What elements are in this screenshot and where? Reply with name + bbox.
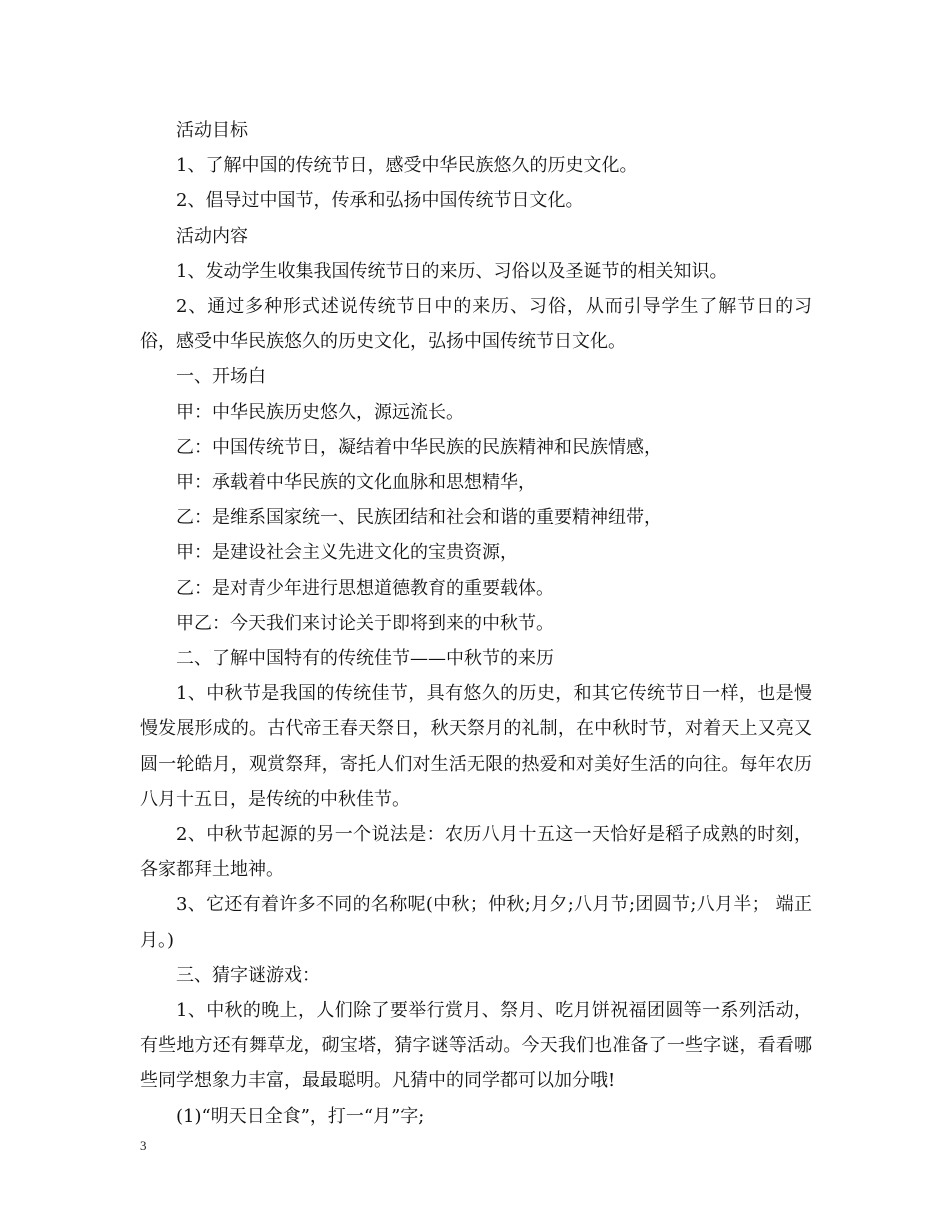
document-body [140, 113, 812, 1134]
content-item-1: 1、发动学生收集我国传统节日的来历、习俗以及圣诞节的相关知识。 [176, 260, 728, 282]
dialogue-line: 甲乙：今天我们来讨论关于即将到来的中秋节。 [176, 612, 554, 634]
dialogue-line: 甲：中华民族历史悠久，源远流长。 [176, 401, 464, 423]
dialogue-line: 甲：承载着中华民族的文化血脉和思想精华， [176, 472, 536, 494]
origin-item-2: 2、中秋节起源的另一个说法是：农历八月十五这一天恰好是稻子成熟的时刻，各家都拜土地神。 [140, 824, 812, 881]
section-heading-origin: 二、了解中国特有的传统佳节——中秋节的来历 [176, 648, 554, 670]
page-number: 3 [140, 1138, 147, 1153]
dialogue-line: 乙：中国传统节日，凝结着中华民族的民族精神和民族情感， [176, 436, 662, 458]
section-heading-riddles: 三、猜字谜游戏： [176, 964, 320, 986]
goal-item-2: 2、倡导过中国节，传承和弘扬中国传统节日文化。 [176, 190, 584, 212]
dialogue-line: 乙：是维系国家统一、民族团结和社会和谐的重要精神纽带， [176, 507, 662, 529]
section-heading-opening: 一、开场白 [176, 366, 266, 388]
heading-activity-goals: 活动目标 [176, 120, 248, 141]
origin-item-3: 3、它还有着许多不同的名称呢(中秋；仲秋;月夕;八月节;团圆节;八月半； 端正月。) [140, 894, 812, 951]
riddle-intro: 1、中秋的晚上，人们除了要举行赏月、祭月、吃月饼祝福团圆等一系列活动，有些地方还有舞草龙，砌宝塔，猜字谜等活动。今天我们也准备了一些字谜，看看哪些同学想象力丰富，最最聪明。凡猜中的同学都可以加分哦! [140, 1000, 812, 1092]
goal-item-1: 1、了解中国的传统节日，感受中华民族悠久的历史文化。 [176, 155, 638, 177]
content-item-2: 2、通过多种形式述说传统节日中的来历、习俗，从而引导学生了解节日的习俗，感受中华民族悠久的历史文化，弘扬中国传统节日文化。 [140, 296, 812, 353]
origin-item-1: 1、中秋节是我国的传统佳节，具有悠久的历史，和其它传统节日一样，也是慢慢发展形成的。古代帝王春天祭日，秋天祭月的礼制，在中秋时节，对着天上又亮又圆一轮皓月，观赏祭拜，寄托人们对生活无限的热爱和对美好生活的向往。每年农历八月十五日，是传统的中秋佳节。 [140, 683, 812, 810]
dialogue-line: 甲：是建设社会主义先进文化的宝贵资源， [176, 542, 518, 564]
heading-activity-content: 活动内容 [176, 225, 248, 247]
riddle-item-1: (1)“明天日全食”，打一“月”字; [176, 1105, 425, 1127]
dialogue-line: 乙：是对青少年进行思想道德教育的重要载体。 [176, 577, 554, 599]
